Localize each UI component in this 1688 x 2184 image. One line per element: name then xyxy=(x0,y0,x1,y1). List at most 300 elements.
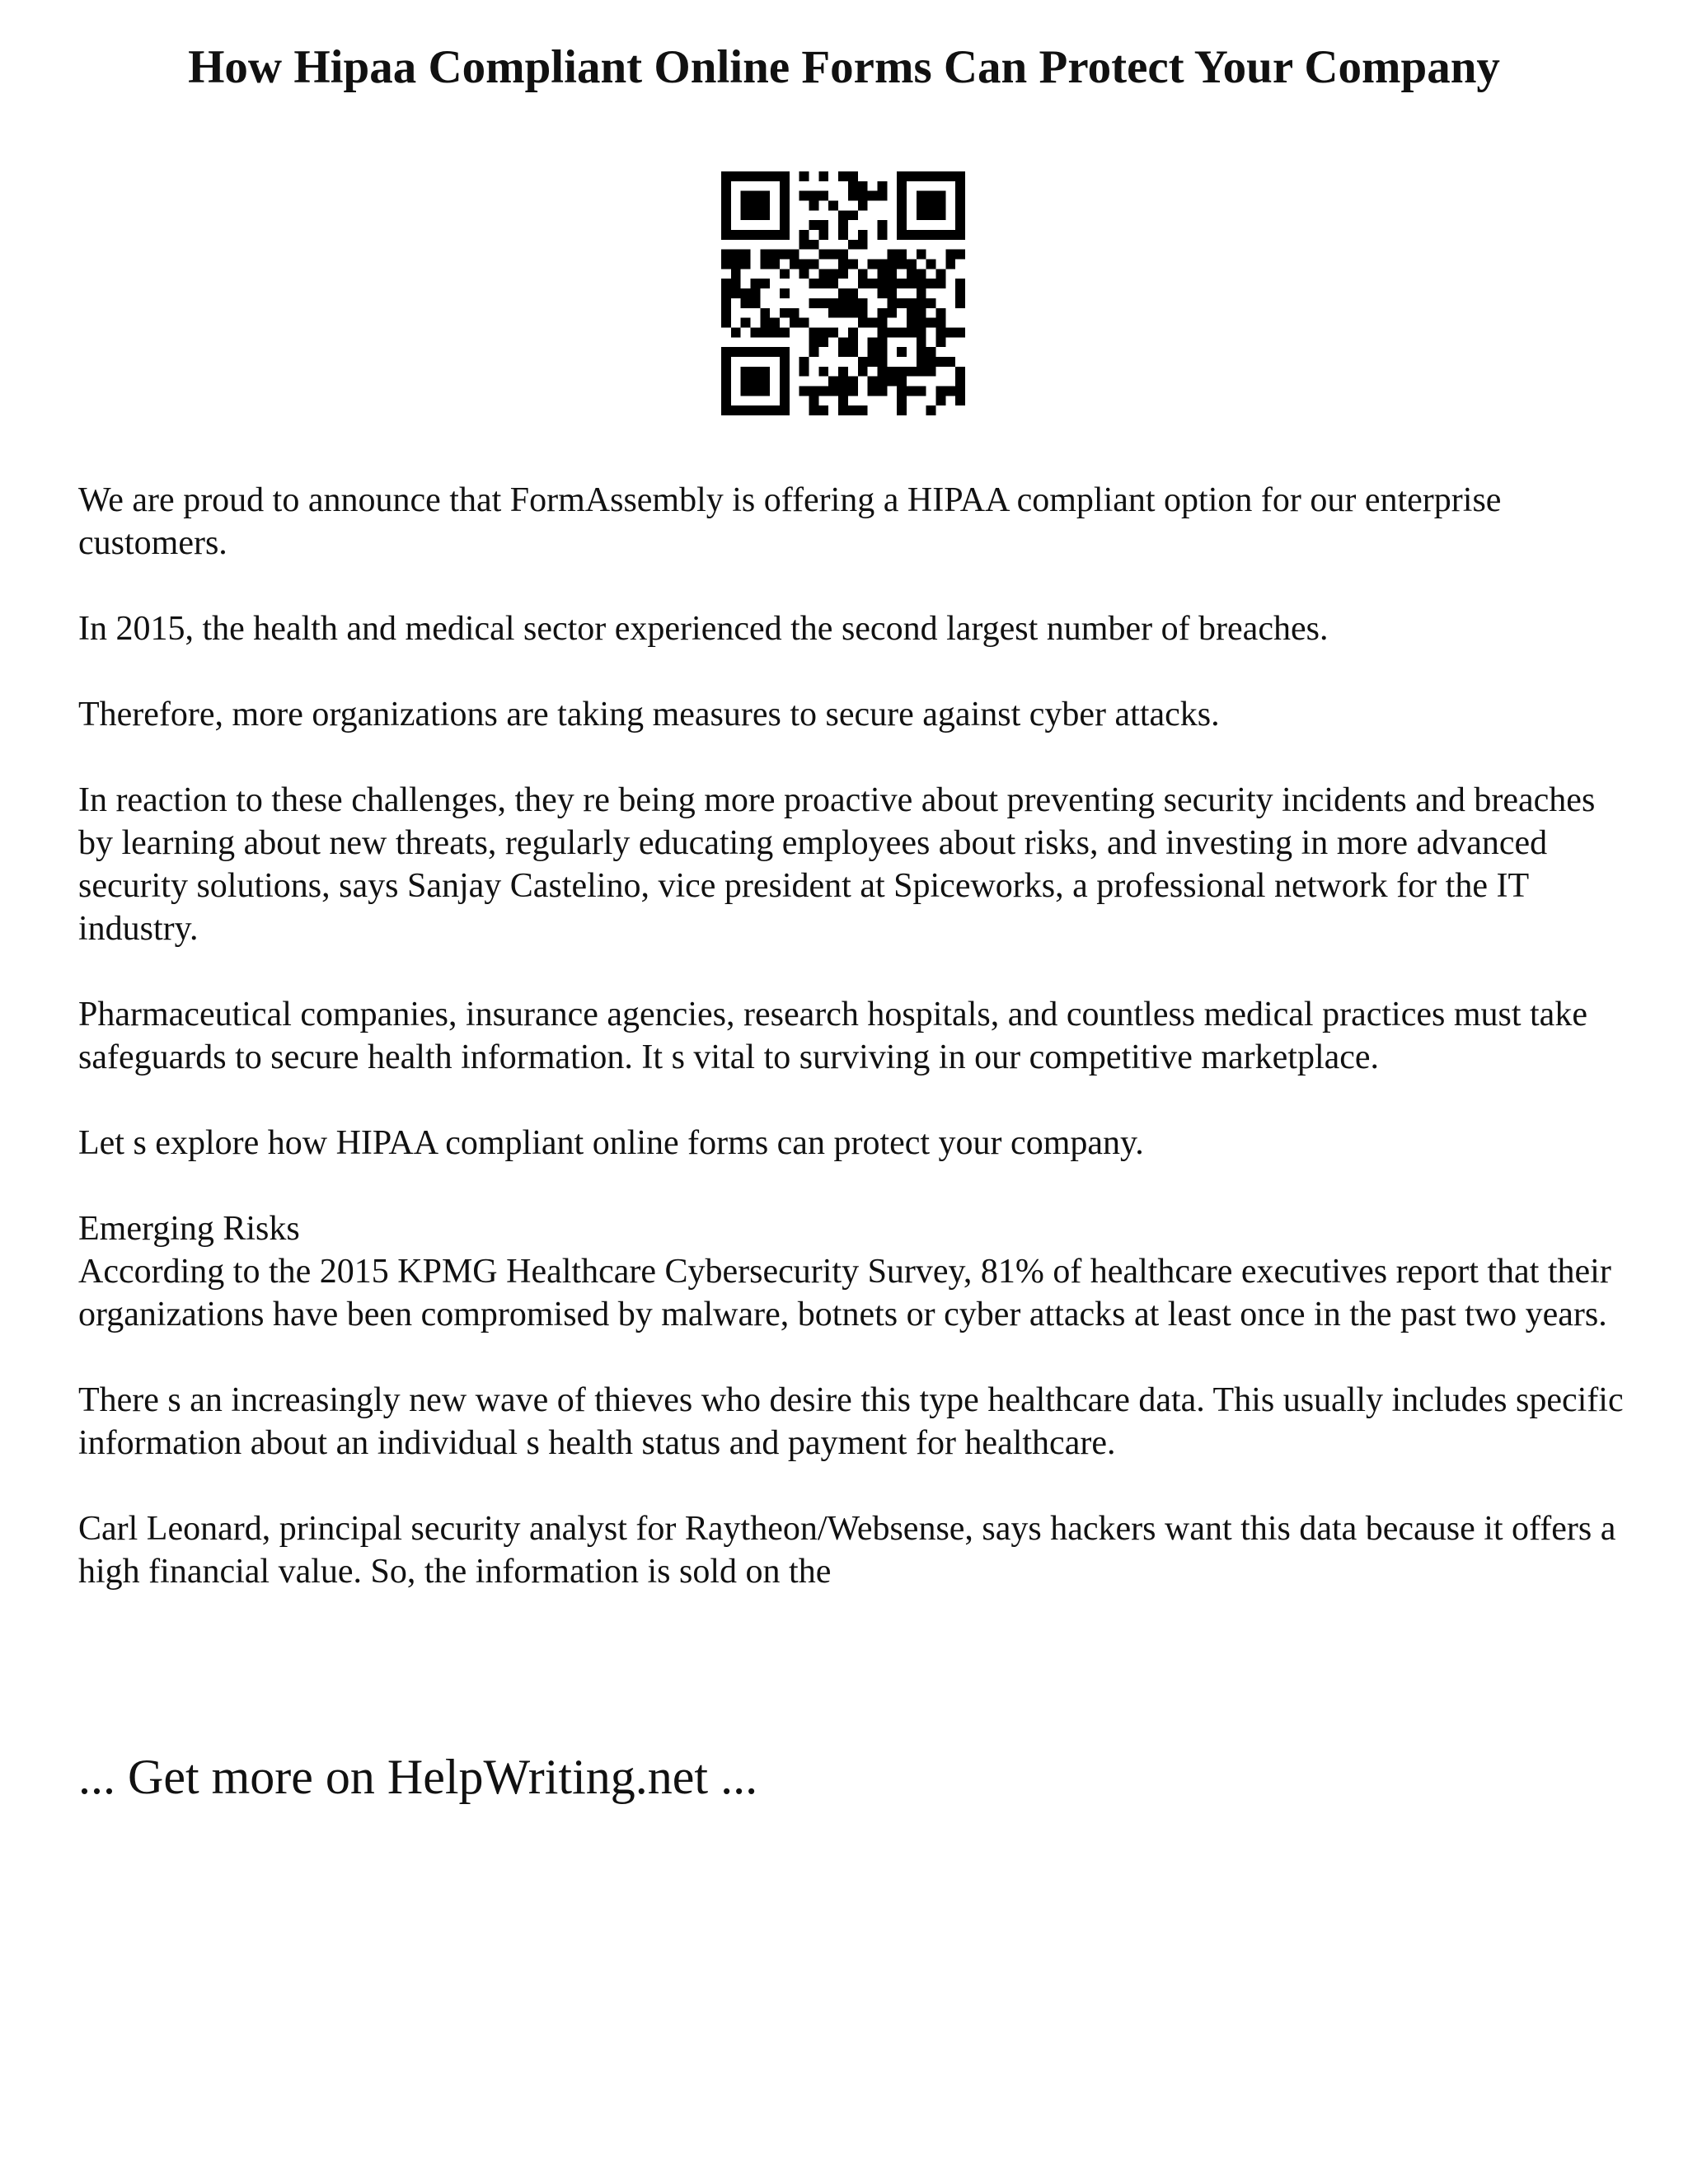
qr-module xyxy=(848,308,858,318)
qr-module xyxy=(917,269,926,279)
qr-module xyxy=(858,279,868,288)
qr-module xyxy=(818,171,828,181)
qr-module xyxy=(760,171,770,181)
qr-module xyxy=(828,308,838,318)
qr-module xyxy=(751,279,761,288)
qr-module xyxy=(731,405,741,415)
qr-module xyxy=(897,191,907,201)
qr-module xyxy=(721,377,731,387)
qr-module xyxy=(818,405,828,415)
qr-module xyxy=(780,377,790,387)
qr-module xyxy=(721,191,731,201)
qr-module xyxy=(935,269,945,279)
qr-module xyxy=(848,240,858,250)
qr-module xyxy=(907,386,917,396)
qr-module xyxy=(838,405,848,415)
qr-module xyxy=(760,260,770,269)
qr-module xyxy=(751,298,761,308)
qr-module xyxy=(809,260,819,269)
qr-module xyxy=(897,347,907,357)
qr-module xyxy=(828,298,838,308)
qr-module xyxy=(887,377,897,387)
qr-module xyxy=(721,347,731,357)
qr-module xyxy=(907,318,917,328)
qr-module xyxy=(741,191,751,201)
qr-module xyxy=(887,288,897,298)
qr-module xyxy=(721,396,731,405)
qr-module xyxy=(818,220,828,230)
qr-module xyxy=(818,230,828,240)
qr-module xyxy=(731,327,741,337)
qr-module xyxy=(945,171,955,181)
qr-module xyxy=(935,230,945,240)
qr-module xyxy=(935,337,945,347)
qr-module xyxy=(887,260,897,269)
paragraph-safeguards: Pharmaceutical companies, insurance agencies, research hospitals, and countless medical practices must take safeguards to secure health information. It s vital to surviving in our competitive marketplace. xyxy=(78,996,1587,1076)
qr-module xyxy=(780,405,790,415)
qr-module xyxy=(897,377,907,387)
qr-module xyxy=(760,386,770,396)
qr-module xyxy=(907,298,917,308)
article-body xyxy=(78,479,1628,1636)
qr-module xyxy=(780,357,790,367)
qr-module xyxy=(926,279,936,288)
qr-module xyxy=(721,367,731,377)
qr-module xyxy=(770,347,780,357)
qr-module xyxy=(731,279,741,288)
qr-module xyxy=(858,240,868,250)
qr-module xyxy=(935,191,945,201)
qr-module xyxy=(858,367,868,377)
qr-module xyxy=(731,250,741,260)
qr-module xyxy=(848,386,858,396)
paragraph-measures: Therefore, more organizations are taking measures to secure against cyber attacks. xyxy=(78,696,1220,733)
qr-module xyxy=(799,260,809,269)
qr-module xyxy=(926,260,936,269)
qr-module xyxy=(868,377,878,387)
paragraph-announcement: We are proud to announce that FormAssembly is offering a HIPAA compliant option for our enterprise customers. xyxy=(78,481,1502,562)
qr-module xyxy=(926,367,936,377)
qr-module xyxy=(848,377,858,387)
qr-module xyxy=(935,357,945,367)
qr-module xyxy=(955,230,965,240)
qr-module xyxy=(926,191,936,201)
qr-module xyxy=(741,386,751,396)
qr-module xyxy=(935,327,945,337)
qr-module xyxy=(760,201,770,211)
qr-module xyxy=(809,405,819,415)
qr-module xyxy=(917,288,926,298)
qr-module xyxy=(760,377,770,387)
qr-module xyxy=(917,171,926,181)
qr-module xyxy=(955,386,965,396)
qr-module xyxy=(877,191,887,201)
qr-module xyxy=(848,191,858,201)
qr-module xyxy=(721,308,731,318)
qr-module xyxy=(848,337,858,347)
qr-module xyxy=(955,298,965,308)
qr-module xyxy=(770,260,780,269)
qr-module xyxy=(741,318,751,328)
qr-module xyxy=(818,298,828,308)
qr-module xyxy=(877,327,887,337)
qr-module xyxy=(780,210,790,220)
qr-module xyxy=(897,260,907,269)
qr-module xyxy=(741,367,751,377)
qr-module xyxy=(760,279,770,288)
qr-module xyxy=(760,318,770,328)
qr-module xyxy=(917,308,926,318)
qr-module xyxy=(926,171,936,181)
qr-module xyxy=(848,298,858,308)
qr-module xyxy=(897,298,907,308)
qr-module xyxy=(818,269,828,279)
qr-module xyxy=(818,250,828,260)
qr-module xyxy=(838,250,848,260)
qr-module xyxy=(780,191,790,201)
qr-module xyxy=(751,288,761,298)
qr-module xyxy=(848,347,858,357)
qr-module xyxy=(907,367,917,377)
qr-module xyxy=(945,260,955,269)
qr-module xyxy=(780,386,790,396)
qr-module xyxy=(858,308,868,318)
qr-module xyxy=(848,327,858,337)
qr-module xyxy=(780,327,790,337)
qr-module xyxy=(741,405,751,415)
qr-module xyxy=(945,386,955,396)
qr-module xyxy=(877,347,887,357)
qr-module xyxy=(955,377,965,387)
qr-module xyxy=(877,377,887,387)
qr-module xyxy=(917,191,926,201)
qr-module xyxy=(770,171,780,181)
qr-module xyxy=(907,279,917,288)
qr-module xyxy=(799,191,809,201)
qr-module xyxy=(858,181,868,191)
qr-module xyxy=(945,230,955,240)
qr-module xyxy=(955,171,965,181)
qr-module xyxy=(721,171,731,181)
qr-module xyxy=(887,250,897,260)
qr-module xyxy=(770,250,780,260)
qr-module xyxy=(809,298,819,308)
qr-module xyxy=(790,260,799,269)
qr-module xyxy=(917,327,926,337)
qr-module xyxy=(780,230,790,240)
qr-module xyxy=(760,210,770,220)
qr-module xyxy=(877,220,887,230)
qr-module xyxy=(741,347,751,357)
qr-module xyxy=(877,318,887,328)
qr-module xyxy=(877,260,887,269)
qr-module xyxy=(809,386,819,396)
qr-module xyxy=(828,250,838,260)
qr-module xyxy=(955,396,965,405)
qr-module xyxy=(897,327,907,337)
qr-module xyxy=(935,396,945,405)
qr-module xyxy=(917,210,926,220)
qr-module xyxy=(838,396,848,405)
qr-module xyxy=(917,298,926,308)
paragraph-survey: According to the 2015 KPMG Healthcare Cybersecurity Survey, 81% of healthcare executives report that their organizations have been compromised by malware, botnets or cyber attacks at least once in the past two years. xyxy=(78,1253,1611,1333)
qr-module xyxy=(838,260,848,269)
qr-module xyxy=(721,220,731,230)
qr-module xyxy=(760,250,770,260)
qr-module xyxy=(780,288,790,298)
qr-module xyxy=(858,318,868,328)
qr-module xyxy=(721,210,731,220)
qr-module xyxy=(741,377,751,387)
qr-module xyxy=(838,288,848,298)
qr-module xyxy=(945,250,955,260)
qr-module xyxy=(751,210,761,220)
qr-module xyxy=(828,269,838,279)
qr-module xyxy=(877,386,887,396)
qr-module xyxy=(731,288,741,298)
qr-module xyxy=(838,269,848,279)
qr-module xyxy=(926,210,936,220)
qr-module xyxy=(731,230,741,240)
get-more-link[interactable]: ... Get more on HelpWriting.net ... xyxy=(78,1750,758,1804)
qr-module xyxy=(887,269,897,279)
qr-module xyxy=(955,327,965,337)
qr-module xyxy=(818,191,828,201)
qr-module xyxy=(897,279,907,288)
qr-module xyxy=(809,279,819,288)
qr-module xyxy=(838,220,848,230)
qr-module xyxy=(790,318,799,328)
qr-module xyxy=(935,210,945,220)
qr-module xyxy=(877,269,887,279)
qr-module xyxy=(760,405,770,415)
qr-module xyxy=(741,230,751,240)
qr-module xyxy=(741,250,751,260)
qr-module xyxy=(917,357,926,367)
qr-module xyxy=(751,405,761,415)
qr-module xyxy=(917,201,926,211)
qr-module xyxy=(751,367,761,377)
qr-module xyxy=(780,347,790,357)
qr-module xyxy=(838,377,848,387)
qr-module xyxy=(868,357,878,367)
qr-module xyxy=(751,171,761,181)
qr-module xyxy=(809,240,819,250)
qr-module xyxy=(858,405,868,415)
qr-module xyxy=(731,171,741,181)
qr-module xyxy=(818,367,828,377)
qr-module xyxy=(741,298,751,308)
qr-module xyxy=(868,386,878,396)
qr-module xyxy=(917,230,926,240)
qr-module xyxy=(818,327,828,337)
qr-module xyxy=(741,210,751,220)
qr-module xyxy=(858,298,868,308)
qr-module xyxy=(751,386,761,396)
qr-module xyxy=(838,308,848,318)
qr-module xyxy=(935,279,945,288)
paragraph-financial-value: Carl Leonard, principal security analyst for Raytheon/Websense, says hackers want this data because it offers a high financial value. So, the information is sold on the xyxy=(78,1510,1616,1591)
qr-module xyxy=(848,171,858,181)
qr-module xyxy=(780,308,790,318)
qr-module xyxy=(809,327,819,337)
qr-module xyxy=(760,230,770,240)
qr-module xyxy=(897,230,907,240)
qr-module xyxy=(838,347,848,357)
qr-module xyxy=(780,220,790,230)
qr-module xyxy=(751,191,761,201)
paragraph-breaches: In 2015, the health and medical sector experienced the second largest number of breaches. xyxy=(78,610,1329,648)
qr-module xyxy=(868,318,878,328)
qr-module xyxy=(721,386,731,396)
qr-module xyxy=(770,327,780,337)
qr-module xyxy=(926,357,936,367)
qr-module xyxy=(751,377,761,387)
qr-module xyxy=(721,405,731,415)
qr-module xyxy=(838,171,848,181)
qr-module xyxy=(955,279,965,288)
qr-module xyxy=(790,308,799,318)
qr-module xyxy=(907,260,917,269)
qr-module xyxy=(741,201,751,211)
qr-module xyxy=(877,357,887,367)
qr-module xyxy=(828,279,838,288)
qr-module xyxy=(760,191,770,201)
qr-module xyxy=(926,318,936,328)
qr-module xyxy=(897,367,907,377)
qr-module xyxy=(818,386,828,396)
qr-module xyxy=(838,386,848,396)
qr-module xyxy=(955,191,965,201)
qr-module xyxy=(917,318,926,328)
qr-module xyxy=(780,250,790,260)
qr-module xyxy=(799,318,809,328)
qr-module xyxy=(838,230,848,240)
qr-module xyxy=(926,230,936,240)
qr-module xyxy=(780,269,790,279)
qr-code-graphic xyxy=(721,171,965,415)
qr-module xyxy=(809,191,819,201)
qr-module xyxy=(838,298,848,308)
qr-module xyxy=(917,279,926,288)
qr-module xyxy=(926,347,936,357)
qr-module xyxy=(721,260,731,269)
qr-module xyxy=(770,230,780,240)
qr-module xyxy=(955,250,965,260)
paragraph-thieves: There s an increasingly new wave of thieves who desire this type healthcare data. This usually includes specific information about an individual s health status and payment for healthcare. xyxy=(78,1381,1624,1462)
qr-module xyxy=(848,405,858,415)
qr-module xyxy=(935,171,945,181)
qr-module xyxy=(838,210,848,220)
qr-module xyxy=(945,327,955,337)
qr-module xyxy=(809,337,819,347)
qr-module xyxy=(848,181,858,191)
qr-module xyxy=(741,171,751,181)
qr-module xyxy=(877,279,887,288)
qr-module xyxy=(809,220,819,230)
qr-module xyxy=(907,269,917,279)
qr-module xyxy=(955,201,965,211)
qr-module xyxy=(897,171,907,181)
qr-module xyxy=(935,318,945,328)
qr-module xyxy=(770,318,780,328)
qr-module xyxy=(877,288,887,298)
qr-module xyxy=(917,347,926,357)
qr-module xyxy=(809,201,819,211)
qr-module xyxy=(721,279,731,288)
qr-module xyxy=(955,181,965,191)
qr-module xyxy=(907,308,917,318)
qr-module xyxy=(790,250,799,260)
qr-module xyxy=(897,250,907,260)
qr-module xyxy=(858,357,868,367)
qr-module xyxy=(721,230,731,240)
document-title: How Hipaa Compliant Online Forms Can Protect Your Company xyxy=(188,41,1500,93)
qr-module xyxy=(926,298,936,308)
qr-module xyxy=(935,201,945,211)
qr-module xyxy=(780,171,790,181)
qr-module xyxy=(780,201,790,211)
qr-module xyxy=(868,347,878,357)
qr-module xyxy=(917,367,926,377)
qr-module xyxy=(955,367,965,377)
qr-module xyxy=(780,367,790,377)
qr-module xyxy=(751,347,761,357)
qr-module xyxy=(799,386,809,396)
qr-module xyxy=(848,288,858,298)
qr-module xyxy=(731,269,741,279)
qr-module xyxy=(848,210,858,220)
qr-module xyxy=(721,357,731,367)
qr-module xyxy=(926,405,936,415)
qr-module xyxy=(887,367,897,377)
qr-module xyxy=(721,250,731,260)
qr-module xyxy=(828,386,838,396)
qr-module xyxy=(887,298,897,308)
qr-module xyxy=(848,260,858,269)
qr-module xyxy=(838,367,848,377)
section-heading: Emerging Risks xyxy=(78,1210,300,1248)
qr-module xyxy=(858,201,868,211)
qr-module xyxy=(955,288,965,298)
qr-module xyxy=(721,298,731,308)
qr-code-icon xyxy=(721,171,965,415)
qr-module xyxy=(955,210,965,220)
qr-module xyxy=(935,386,945,396)
qr-module xyxy=(868,260,878,269)
qr-module xyxy=(799,269,809,279)
qr-module xyxy=(741,288,751,298)
qr-module xyxy=(858,191,868,201)
qr-module xyxy=(741,260,751,269)
qr-module xyxy=(877,181,887,191)
qr-module xyxy=(887,308,897,318)
qr-module xyxy=(760,327,770,337)
qr-module xyxy=(858,230,868,240)
qr-module xyxy=(799,357,809,367)
qr-module xyxy=(828,327,838,337)
qr-module xyxy=(877,308,887,318)
qr-module xyxy=(799,230,809,240)
qr-module xyxy=(877,367,887,377)
qr-module xyxy=(721,201,731,211)
qr-module xyxy=(721,318,731,328)
qr-module xyxy=(770,405,780,415)
qr-module xyxy=(907,327,917,337)
qr-module xyxy=(897,386,907,396)
qr-module xyxy=(897,405,907,415)
qr-module xyxy=(799,171,809,181)
